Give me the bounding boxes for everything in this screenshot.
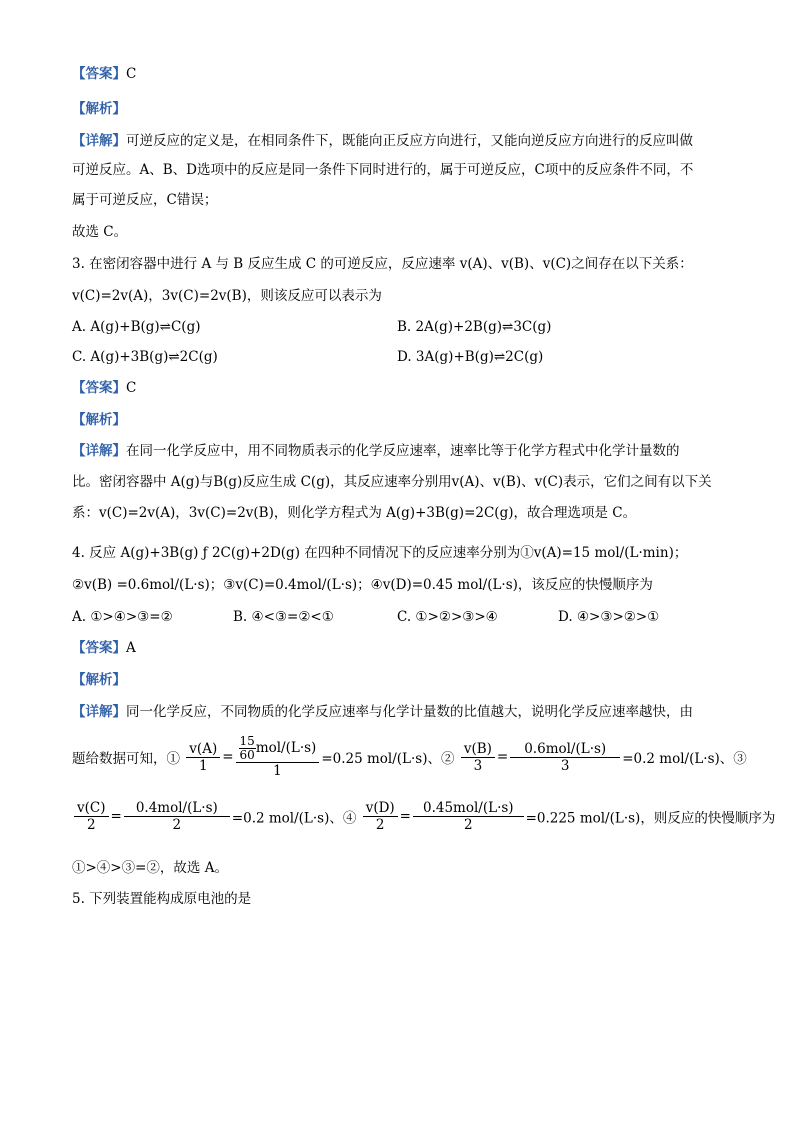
option-a: A. ①>④>③=② <box>72 609 173 625</box>
ratio-fraction <box>236 735 320 779</box>
analysis-tag: 【解析】 <box>72 672 126 688</box>
analysis-line <box>72 670 126 690</box>
fraction-denominator: 2 <box>375 817 385 833</box>
analysis-line <box>72 99 126 119</box>
question-stem: 3. 在密闭容器中进行 A 与 B 反应生成 C 的可逆反应，反应速率 v(A)、v(B)、v(C)之间存在以下关系： <box>72 256 693 272</box>
answer-value: C <box>126 380 137 396</box>
fraction-denominator: 1 <box>273 763 282 779</box>
detail-text: 可逆反应的定义是，在相同条件下，既能向正反应方向进行，又能向逆反应方向进行的反应叫做 <box>126 133 693 149</box>
fraction-denominator: 3 <box>473 757 483 774</box>
fraction-denominator: 2 <box>172 817 182 833</box>
option-b: B. 2A(g)+2B(g)⇌3C(g) <box>397 319 552 335</box>
detail-text: 比。密闭容器中 A(g)与B(g)反应生成 C(g)，其反应速率分别用v(A)、v(B)、v(C)表示，它们之间有以下关 <box>72 474 712 490</box>
fraction-denominator: 2 <box>86 817 96 833</box>
option-d: D. 3A(g)+B(g)⇌2C(g) <box>397 349 544 365</box>
answer-tag: 【答案】 <box>72 66 126 82</box>
calc-prefix: 题给数据可知，① <box>72 751 180 767</box>
detail-text: 在同一化学反应中，用不同物质表示的化学反应速率，速率比等于化学方程式中化学计量数的 <box>126 443 680 459</box>
answer-tag: 【答案】 <box>72 640 126 656</box>
answer-line <box>72 378 136 398</box>
detail-text: 可逆反应。A、B、D选项中的反应是同一条件下同时进行的，属于可逆反应，C项中的反应条件不同，不 <box>72 162 694 178</box>
analysis-tag: 【解析】 <box>72 101 126 117</box>
fraction-numerator: 0.45mol/(L·s) <box>413 800 524 817</box>
option-b: B. ④<③=②<① <box>233 609 334 625</box>
ratio-fraction <box>74 800 109 833</box>
option-c: C. A(g)+3B(g)⇌2C(g) <box>72 349 218 365</box>
fraction-numerator <box>236 735 320 763</box>
inner-numerator: 15 <box>239 734 255 748</box>
fraction-numerator: 0.6mol/(L·s) <box>510 741 620 758</box>
detail-text: 同一化学反应，不同物质的化学反应速率与化学计量数的比值越大，说明化学反应速率越快，由 <box>126 704 693 720</box>
analysis-line <box>72 410 126 430</box>
calc-line: $\frac{v(C)}{2}$ = $\frac{\text{0.4mol/(L·s)}}{2}$ =0.2 mol/(L·s)、④ $\frac{v(D)}{2}$ = $\frac{\text{0.45mol/(L·s)}}{2}$ =0.225 mol/(L·s)，则反应的快慢顺序为 <box>72 800 775 833</box>
option-c: C. ①>②>③>④ <box>397 609 498 625</box>
ratio-fraction <box>124 800 230 833</box>
fraction-numerator: 0.4mol/(L·s) <box>124 800 230 817</box>
detail-tag: 【详解】 <box>72 704 126 720</box>
detail-text: 属于可逆反应，C错误； <box>72 192 218 208</box>
question-stem: v(C)=2v(A)，3v(C)=2v(B)，则该反应可以表示为 <box>72 288 382 304</box>
calc-line: 题给数据可知，① $\frac{v(A)}{1}$ = $\frac{15}{60}$ mol/(L·s) 1 =0.25 mol/(L·s)、② $\frac{v(B)}{3}$ = $\frac{\text{0.6mol/(L·s)}}{3}$ =0.2 mol/(L·s)、③ <box>72 734 747 779</box>
detail-tag: 【详解】 <box>72 133 126 149</box>
detail-tag: 【详解】 <box>72 443 126 459</box>
conclusion-text: 故选 C。 <box>72 224 128 240</box>
result-text: =0.25 mol/(L·s)、② <box>321 751 455 767</box>
result-text: =0.2 mol/(L·s)、④ <box>231 810 357 827</box>
analysis-tag: 【解析】 <box>72 412 126 428</box>
result-text: =0.225 mol/(L·s)，则反应的快慢顺序为 <box>525 810 776 827</box>
fraction-denominator: 1 <box>198 757 208 774</box>
answer-value: C <box>126 66 137 82</box>
detail-text: 系：v(C)=2v(A)，3v(C)=2v(B)，则化学方程式为 A(g)+3B(g)=2C(g)，故合理选项是 C。 <box>72 505 637 521</box>
option-a: A. A(g)+B(g)⇌C(g) <box>72 319 201 335</box>
answer-tag: 【答案】 <box>72 380 126 396</box>
ratio-fraction <box>510 741 620 774</box>
ratio-fraction <box>461 741 495 774</box>
inner-denominator: 60 <box>239 748 255 762</box>
fraction-numerator: v(D) <box>363 800 398 817</box>
option-d: D. ④>③>②>① <box>558 609 660 625</box>
fraction-numerator: v(C) <box>74 800 109 817</box>
answer-value: A <box>126 640 136 656</box>
answer-line <box>72 64 136 84</box>
question-stem: 4. 反应 A(g)+3B(g) ƒ 2C(g)+2D(g) 在四种不同情况下的反应速率分别为①v(A)=15 mol/(L·min)； <box>72 545 688 561</box>
unit-text: mol/(L·s) <box>255 740 317 756</box>
ratio-fraction <box>413 800 524 833</box>
fraction-numerator: v(B) <box>461 741 495 758</box>
fraction-numerator: v(A) <box>186 741 220 758</box>
question-stem: ②v(B) =0.6mol/(L·s)；③v(C)=0.4mol/(L·s)；④v(D)=0.45 mol/(L·s)，该反应的快慢顺序为 <box>72 577 653 593</box>
result-text: =0.2 mol/(L·s)、③ <box>622 751 747 767</box>
question-stem: 5. 下列装置能构成原电池的是 <box>72 891 252 907</box>
conclusion-text: ①>④>③=②，故选 A。 <box>72 860 228 876</box>
detail-line <box>72 131 693 151</box>
answer-line <box>72 638 136 658</box>
inner-fraction <box>239 735 256 762</box>
detail-line <box>72 702 693 722</box>
fraction-denominator: 2 <box>463 817 473 833</box>
ratio-fraction <box>186 741 220 774</box>
fraction-denominator: 3 <box>560 757 570 774</box>
detail-line <box>72 441 680 461</box>
ratio-fraction <box>363 800 398 833</box>
